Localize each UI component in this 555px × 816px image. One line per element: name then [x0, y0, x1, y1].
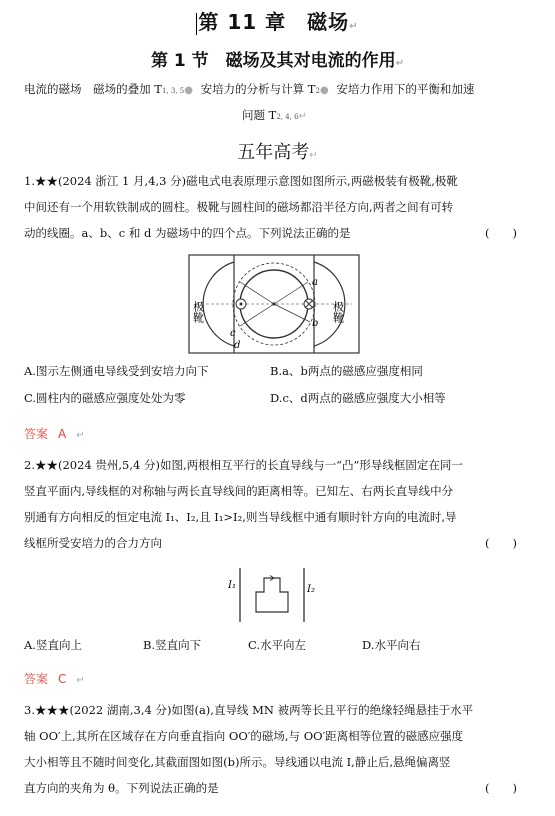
section-title: 第 1 节 磁场及其对电流的作用↵ [150, 51, 405, 71]
fig-point-c: c [230, 328, 236, 339]
q2-figure [224, 566, 320, 628]
q1-answer-blank: ( ) [485, 226, 517, 240]
q1-answer: 答案 A ↵ [24, 427, 85, 441]
wire-frame-diagram [224, 566, 320, 624]
q3-line-4: 直方向的夹角为 θ。下列说法正确的是 ( ) [24, 775, 529, 801]
q2-option-c[interactable]: C.水平向左 [248, 638, 307, 652]
topic-equilibrium: 安培力作用下的平衡和加速 [336, 82, 475, 96]
q3-answer-blank: ( ) [485, 781, 517, 795]
q3-line-3: 大小相等且不随时间变化,其截面图如图(b)所示。导线通以电流 I,静止后,悬绳偏离竖 [24, 755, 451, 769]
fig-point-a: a [312, 277, 318, 288]
topics-line-2: 问题 T2, 4, 6↵ [242, 108, 307, 122]
q2-line-1: 2.★★(2024 贵州,5,4 分)如图,两根相互平行的长直导线与一“凸”形导线框固定在同一 [24, 458, 463, 472]
heading-five-years: 五年高考↵ [237, 142, 318, 163]
q1-line-2: 中间还有一个用软铁制成的圆柱。极靴与圆柱间的磁场都沿半径方向,两者之间有可转 [24, 200, 454, 214]
fig-label-i2: I₂ [307, 584, 315, 595]
q2-option-d[interactable]: D.水平向右 [362, 638, 421, 652]
topic-ampere-force: 安培力的分析与计算 T2 [200, 82, 320, 96]
q2-answer-blank: ( ) [485, 536, 517, 550]
topic-superposition: 磁场的叠加 T1, 3, 5 [93, 82, 185, 96]
q1-option-b[interactable]: B.a、b两点的磁感应强度相同 [270, 364, 423, 378]
fig-point-d: d [234, 340, 241, 351]
q1-line-3: 动的线圈。a、b、c 和 d 为磁场中的四个点。下列说法正确的是 ( ) [24, 220, 529, 246]
q1-figure [188, 254, 360, 358]
q1-option-d[interactable]: D.c、d两点的磁感应强度大小相等 [270, 391, 446, 405]
q1-line-1: 1.★★(2024 浙江 1 月,4,3 分)磁电式电表原理示意图如图所示,两磁极装有极靴,极靴 [24, 174, 458, 188]
chapter-title: 第 11 章 磁场↵ [198, 10, 359, 34]
q1-option-a[interactable]: A.图示左侧通电导线受到安培力向下 [24, 364, 209, 378]
q2-answer: 答案 C ↵ [24, 672, 85, 686]
q2-line-2: 竖直平面内,导线框的对称轴与两长直导线间的距离相等。已知左、右两长直导线中分 [24, 484, 454, 498]
topic-problem: 问题 T2, 4, 6 [242, 108, 299, 122]
fig-label-i1: I₁ [228, 580, 236, 591]
fig-point-b: b [312, 318, 319, 329]
q2-option-a[interactable]: A.竖直向上 [24, 638, 82, 652]
q2-line-4: 线框所受安培力的合力方向 ( ) [24, 530, 529, 556]
meter-diagram [188, 254, 360, 354]
q2-line-3: 别通有方向相反的恒定电流 I₁、I₂,且 I₁>I₂,则当导线框中通有顺时针方向的电流时,导 [24, 510, 457, 524]
q2-option-b[interactable]: B.竖直向下 [143, 638, 202, 652]
fig-label-right: 极靴 [331, 301, 345, 323]
fig-label-left: 极靴 [191, 301, 205, 323]
q3-line-1: 3.★★★(2022 湖南,3,4 分)如图(a),直导线 MN 被两等长且平行的绝缘轻绳悬挂于水平 [24, 703, 474, 717]
q1-option-c[interactable]: C.圆柱内的磁感应强度处处为零 [24, 391, 186, 405]
topic-current-field: 电流的磁场 [24, 82, 82, 96]
topics-line-1: 电流的磁场 磁场的叠加 T1, 3, 5● 安培力的分析与计算 T2● 安培力作用下的平衡和加速 [24, 82, 475, 96]
q3-line-2: 轴 OO′上,其所在区域存在方向垂直指向 OO′的磁场,与 OO′距离相等位置的磁感应强度 [24, 729, 464, 743]
